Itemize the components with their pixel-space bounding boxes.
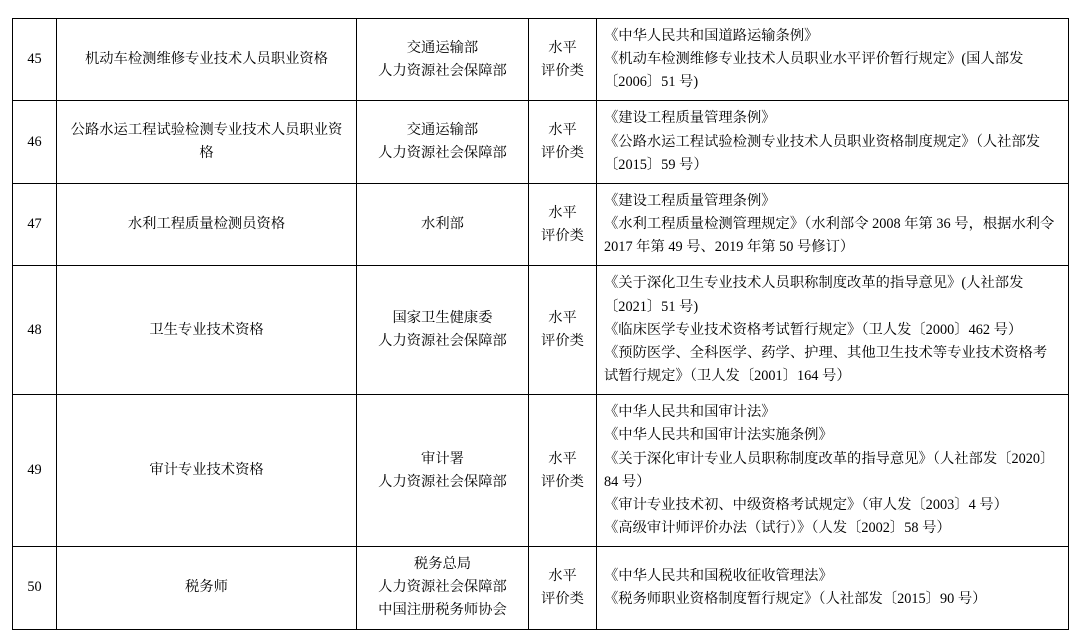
table-row [13,547,1069,629]
department-line: 税务总局 [413,556,472,573]
table-row [13,266,1069,395]
category [529,395,597,547]
legal-basis-line: 《中华人民共和国审计法实施条例》 [604,427,833,444]
category-line: 水平 [548,450,577,467]
legal-basis-line: 《中华人民共和国审计法》 [604,404,776,421]
department-line: 中国注册税务师协会 [378,602,507,619]
department-line: 审计署 [421,450,464,467]
department-line: 国家卫生健康委 [392,310,493,327]
qualification-name: 审计专业技术资格 [57,395,357,547]
table-row [13,395,1069,547]
category [529,266,597,395]
legal-basis-line: 《建设工程质量管理条例》 [604,110,776,127]
category-line: 评价类 [541,333,584,350]
legal-basis [597,183,1069,265]
legal-basis-line: 《机动车检测维修专业技术人员职业水平评价暂行规定》(国人部发〔2006〕51 号) [604,51,1024,91]
qualification-name: 卫生专业技术资格 [57,266,357,395]
table-row [13,183,1069,265]
qualification-name: 税务师 [57,547,357,629]
row-number: 47 [13,183,57,265]
category [529,547,597,629]
legal-basis-line: 《临床医学专业技术资格考试暂行规定》（卫人发〔2000〕462 号） [604,321,1023,338]
category-line: 评价类 [541,473,584,490]
legal-basis-line: 《税务师职业资格制度暂行规定》（人社部发〔2015〕90 号） [604,590,987,607]
qualification-name: 公路水运工程试验检测专业技术人员职业资格 [57,101,357,183]
row-number: 46 [13,101,57,183]
implementing-department [357,101,529,183]
category-line: 评价类 [541,62,584,79]
category [529,183,597,265]
category-line: 水平 [548,122,577,139]
legal-basis [597,547,1069,629]
legal-basis-line: 《建设工程质量管理条例》 [604,192,776,209]
implementing-department [357,395,529,547]
legal-basis-line: 《中华人民共和国税收征收管理法》 [604,567,833,584]
table-body [13,19,1069,630]
implementing-department [357,183,529,265]
row-number: 49 [13,395,57,547]
legal-basis-line: 《公路水运工程试验检测专业技术人员职业资格制度规定》（人社部发〔2015〕59 号） [604,133,1041,173]
legal-basis-line: 《水利工程质量检测管理规定》（水利部令 2008 年第 36 号，根据水利令 2017 年第 49 号、2019 年第 50 号修订） [604,216,1058,256]
category-line: 水平 [548,39,577,56]
department-line: 交通运输部 [406,122,479,139]
department-line: 水利部 [421,216,464,233]
qualification-table [12,18,1069,630]
department-line: 人力资源社会保障部 [378,473,507,490]
category [529,101,597,183]
legal-basis-line: 《预防医学、全科医学、药学、护理、其他卫生技术等专业技术资格考试暂行规定》（卫人发〔2001〕164 号） [604,344,1048,385]
category-line: 水平 [548,204,577,221]
table-row [13,101,1069,183]
legal-basis-line: 《关于深化审计专业人员职称制度改革的指导意见》（人社部发〔2020〕84 号） [604,450,1055,490]
legal-basis-line: 《审计专业技术初、中级资格考试规定》（审人发〔2003〕4 号） [604,496,1008,513]
row-number: 48 [13,266,57,395]
category [529,19,597,101]
table-row [13,19,1069,101]
legal-basis [597,395,1069,547]
qualification-name: 机动车检测维修专业技术人员职业资格 [57,19,357,101]
row-number: 50 [13,547,57,629]
implementing-department [357,547,529,629]
category-line: 评价类 [541,227,584,244]
legal-basis-line: 《关于深化卫生专业技术人员职称制度改革的指导意见》(人社部发〔2021〕51 号) [604,275,1024,315]
legal-basis-line: 《高级审计师评价办法（试行）》（人发〔2002〕58 号） [604,519,951,536]
qualification-name: 水利工程质量检测员资格 [57,183,357,265]
implementing-department [357,19,529,101]
department-line: 交通运输部 [406,39,479,56]
implementing-department [357,266,529,395]
legal-basis [597,19,1069,101]
legal-basis-line: 《中华人民共和国道路运输条例》 [604,28,819,44]
legal-basis [597,101,1069,183]
category-line: 评价类 [541,590,584,607]
category-line: 评价类 [541,145,584,162]
department-line: 人力资源社会保障部 [378,333,507,350]
department-line: 人力资源社会保障部 [378,145,507,162]
department-line: 人力资源社会保障部 [378,579,507,596]
category-line: 水平 [548,310,577,327]
row-number: 45 [13,19,57,101]
department-line: 人力资源社会保障部 [378,62,507,79]
category-line: 水平 [548,567,577,584]
legal-basis [597,266,1069,395]
